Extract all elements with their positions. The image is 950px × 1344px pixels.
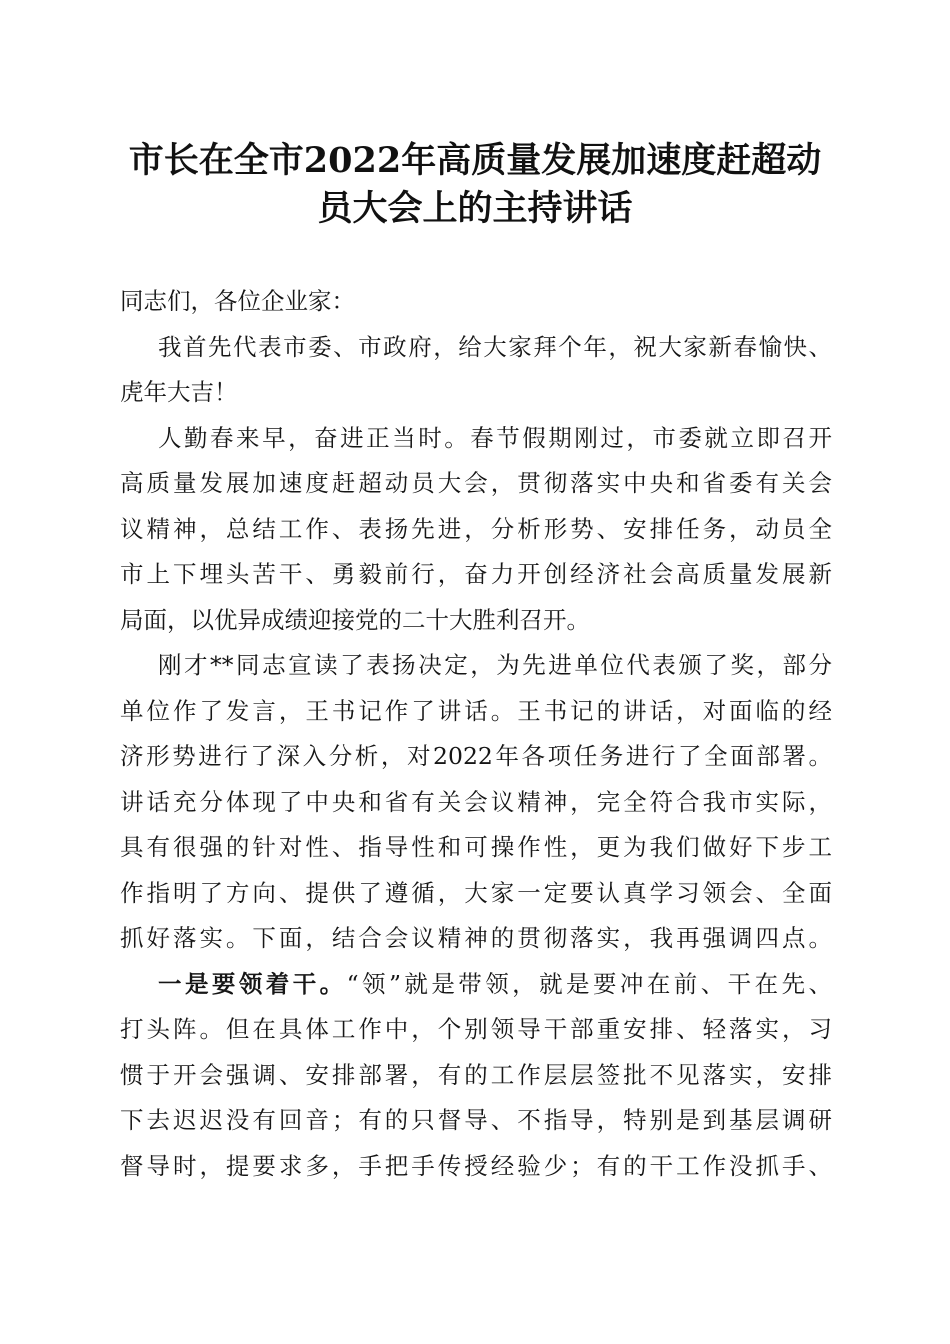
body-line: 单位作了发言，王书记作了讲话。王书记的讲话，对面临的经 bbox=[120, 696, 832, 725]
body-line: 惯于开会强调、安排部署，有的工作层层签批不见落实，安排 bbox=[120, 1060, 832, 1089]
body-line: 具有很强的针对性、指导性和可操作性，更为我们做好下步工 bbox=[120, 833, 832, 861]
document-body bbox=[120, 279, 832, 1189]
body-line: 高质量发展加速度赶超动员大会，贯彻落实中央和省委有关会 bbox=[120, 469, 832, 497]
body-line: 局面，以优异成绩迎接党的二十大胜利召开。 bbox=[120, 605, 590, 634]
document-title-line-1: 市长在全市2022年高质量发展加速度赶超动 bbox=[128, 140, 822, 181]
body-line: 作指明了方向、提供了遵循，大家一定要认真学习领会、全面 bbox=[120, 878, 832, 907]
body-line: 讲话充分体现了中央和省有关会议精神，完全符合我市实际， bbox=[120, 787, 832, 816]
body-line: 下去迟迟没有回音；有的只督导、不指导，特别是到基层调研 bbox=[120, 1106, 832, 1134]
salutation: 同志们，各位企业家： bbox=[120, 287, 355, 315]
point-one-text: “领”就是带领，就是要冲在前、干在先、 bbox=[346, 969, 833, 998]
body-line: 虎年大吉！ bbox=[120, 378, 238, 406]
body-line: 打头阵。但在具体工作中，个别领导干部重安排、轻落实，习 bbox=[120, 1015, 832, 1043]
body-line: 人勤春来早，奋进正当时。春节假期刚过，市委就立即召开 bbox=[158, 423, 832, 452]
body-line: 抓好落实。下面，结合会议精神的贯彻落实，我再强调四点。 bbox=[120, 924, 832, 952]
body-line: 议精神，总结工作、表扬先进，分析形势、安排任务，动员全 bbox=[120, 514, 832, 543]
body-line: 市上下埋头苦干、勇毅前行，奋力开创经济社会高质量发展新 bbox=[120, 560, 832, 588]
document-title-line-2: 员大会上的主持讲话 bbox=[317, 188, 633, 229]
body-line: 刚才**同志宣读了表扬决定，为先进单位代表颁了奖，部分 bbox=[158, 651, 832, 679]
body-line: 督导时，提要求多，手把手传授经验少；有的干工作没抓手、 bbox=[120, 1151, 832, 1180]
point-one-lead: 一是要领着干。 bbox=[158, 969, 347, 998]
body-line: 我首先代表市委、市政府，给大家拜个年，祝大家新春愉快、 bbox=[158, 332, 832, 361]
point-one-line bbox=[120, 962, 832, 1008]
body-line: 济形势进行了深入分析，对2022年各项任务进行了全面部署。 bbox=[120, 742, 832, 770]
